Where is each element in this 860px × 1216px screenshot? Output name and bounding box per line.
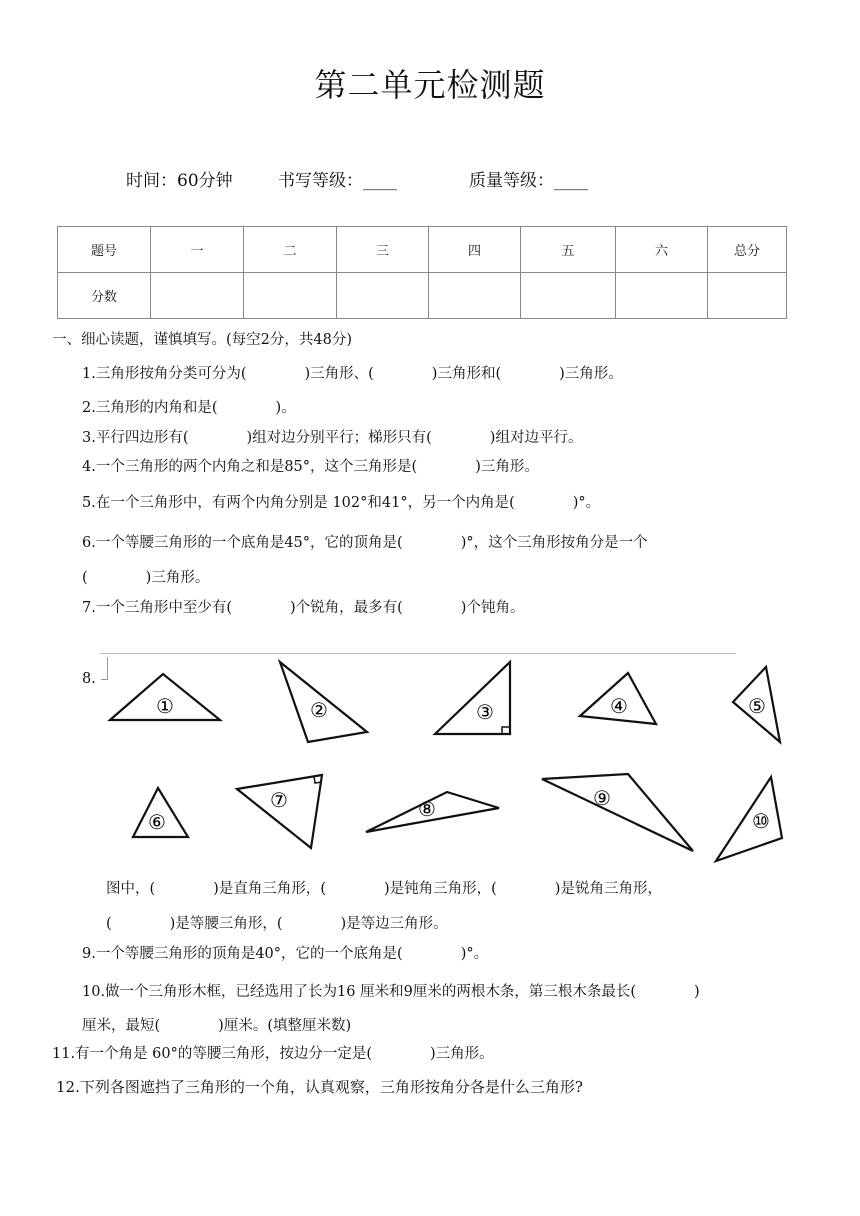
time-info: 时间：60分钟 bbox=[126, 171, 233, 191]
triangle-3-label: ③ bbox=[476, 700, 494, 724]
triangle-5-label: ⑤ bbox=[748, 694, 766, 718]
question-7: 7.一个三角形中至少有( )个锐角，最多有( )个钝角。 bbox=[82, 600, 525, 616]
triangle-10-label: ⑩ bbox=[752, 809, 770, 833]
triangle-8-label: ⑧ bbox=[418, 797, 436, 821]
header-cell: 五 bbox=[521, 227, 616, 273]
header-cell: 题号 bbox=[58, 227, 151, 273]
writing-grade: 书写等级：____ bbox=[278, 171, 397, 191]
question-1: 1.三角形按角分类可分为( )三角形、( )三角形和( )三角形。 bbox=[82, 366, 623, 382]
question-10-line1: 10.做一个三角形木框，已经选用了长为16 厘米和9厘米的两根木条，第三根木条最长( ) bbox=[82, 984, 700, 1000]
question-4: 4.一个三角形的两个内角之和是85°，这个三角形是( )三角形。 bbox=[82, 459, 539, 475]
header-cell: 六 bbox=[616, 227, 708, 273]
triangle-10 bbox=[716, 777, 782, 861]
triangle-6-label: ⑥ bbox=[148, 810, 166, 834]
triangle-9-label: ⑨ bbox=[593, 786, 611, 810]
question-11: 11.有一个角是 60°的等腰三角形，按边分一定是( )三角形。 bbox=[52, 1046, 494, 1062]
triangle-9 bbox=[542, 774, 693, 851]
question-6-line1: 6.一个等腰三角形的一个底角是45°，它的顶角是( )°，这个三角形按角分是一个 bbox=[82, 535, 648, 551]
triangle-3 bbox=[435, 662, 510, 734]
question-8-line2: ( )是等腰三角形，( )是等边三角形。 bbox=[106, 916, 448, 932]
quality-grade: 质量等级：____ bbox=[469, 171, 588, 191]
header-cell: 二 bbox=[244, 227, 337, 273]
question-3: 3.平行四边形有( )组对边分别平行；梯形只有( )组对边平行。 bbox=[82, 430, 583, 446]
triangle-4-label: ④ bbox=[610, 694, 628, 718]
question-12: 12.下列各图遮挡了三角形的一个角，认真观察，三角形按角分各是什么三角形? bbox=[56, 1078, 583, 1096]
triangle-1-label: ① bbox=[156, 694, 174, 718]
question-9: 9.一个等腰三角形的顶角是40°，它的一个底角是( )°。 bbox=[82, 946, 489, 962]
question-8-line1: 图中，( )是直角三角形，( )是钝角三角形，( )是锐角三角形， bbox=[106, 881, 662, 897]
question-2: 2.三角形的内角和是( )。 bbox=[82, 400, 296, 416]
triangle-7-label: ⑦ bbox=[270, 788, 288, 812]
question-6-line2: ( )三角形。 bbox=[82, 570, 210, 586]
question-10-line2: 厘米，最短( )厘米。(填整厘米数) bbox=[82, 1018, 352, 1034]
row-label-cell: 分数 bbox=[58, 273, 151, 319]
header-cell: 一 bbox=[151, 227, 244, 273]
header-cell: 三 bbox=[337, 227, 429, 273]
triangle-2-label: ② bbox=[310, 698, 328, 722]
question-8-label: 8. bbox=[82, 671, 96, 687]
page-title: 第二单元检测题 bbox=[314, 66, 546, 104]
header-cell: 四 bbox=[429, 227, 521, 273]
header-cell: 总分 bbox=[708, 227, 787, 273]
section1-heading: 一、细心读题，谨慎填写。(每空2分，共48分) bbox=[52, 332, 352, 348]
question-5: 5.在一个三角形中，有两个内角分别是 102°和41°，另一个内角是( )°。 bbox=[82, 495, 601, 511]
